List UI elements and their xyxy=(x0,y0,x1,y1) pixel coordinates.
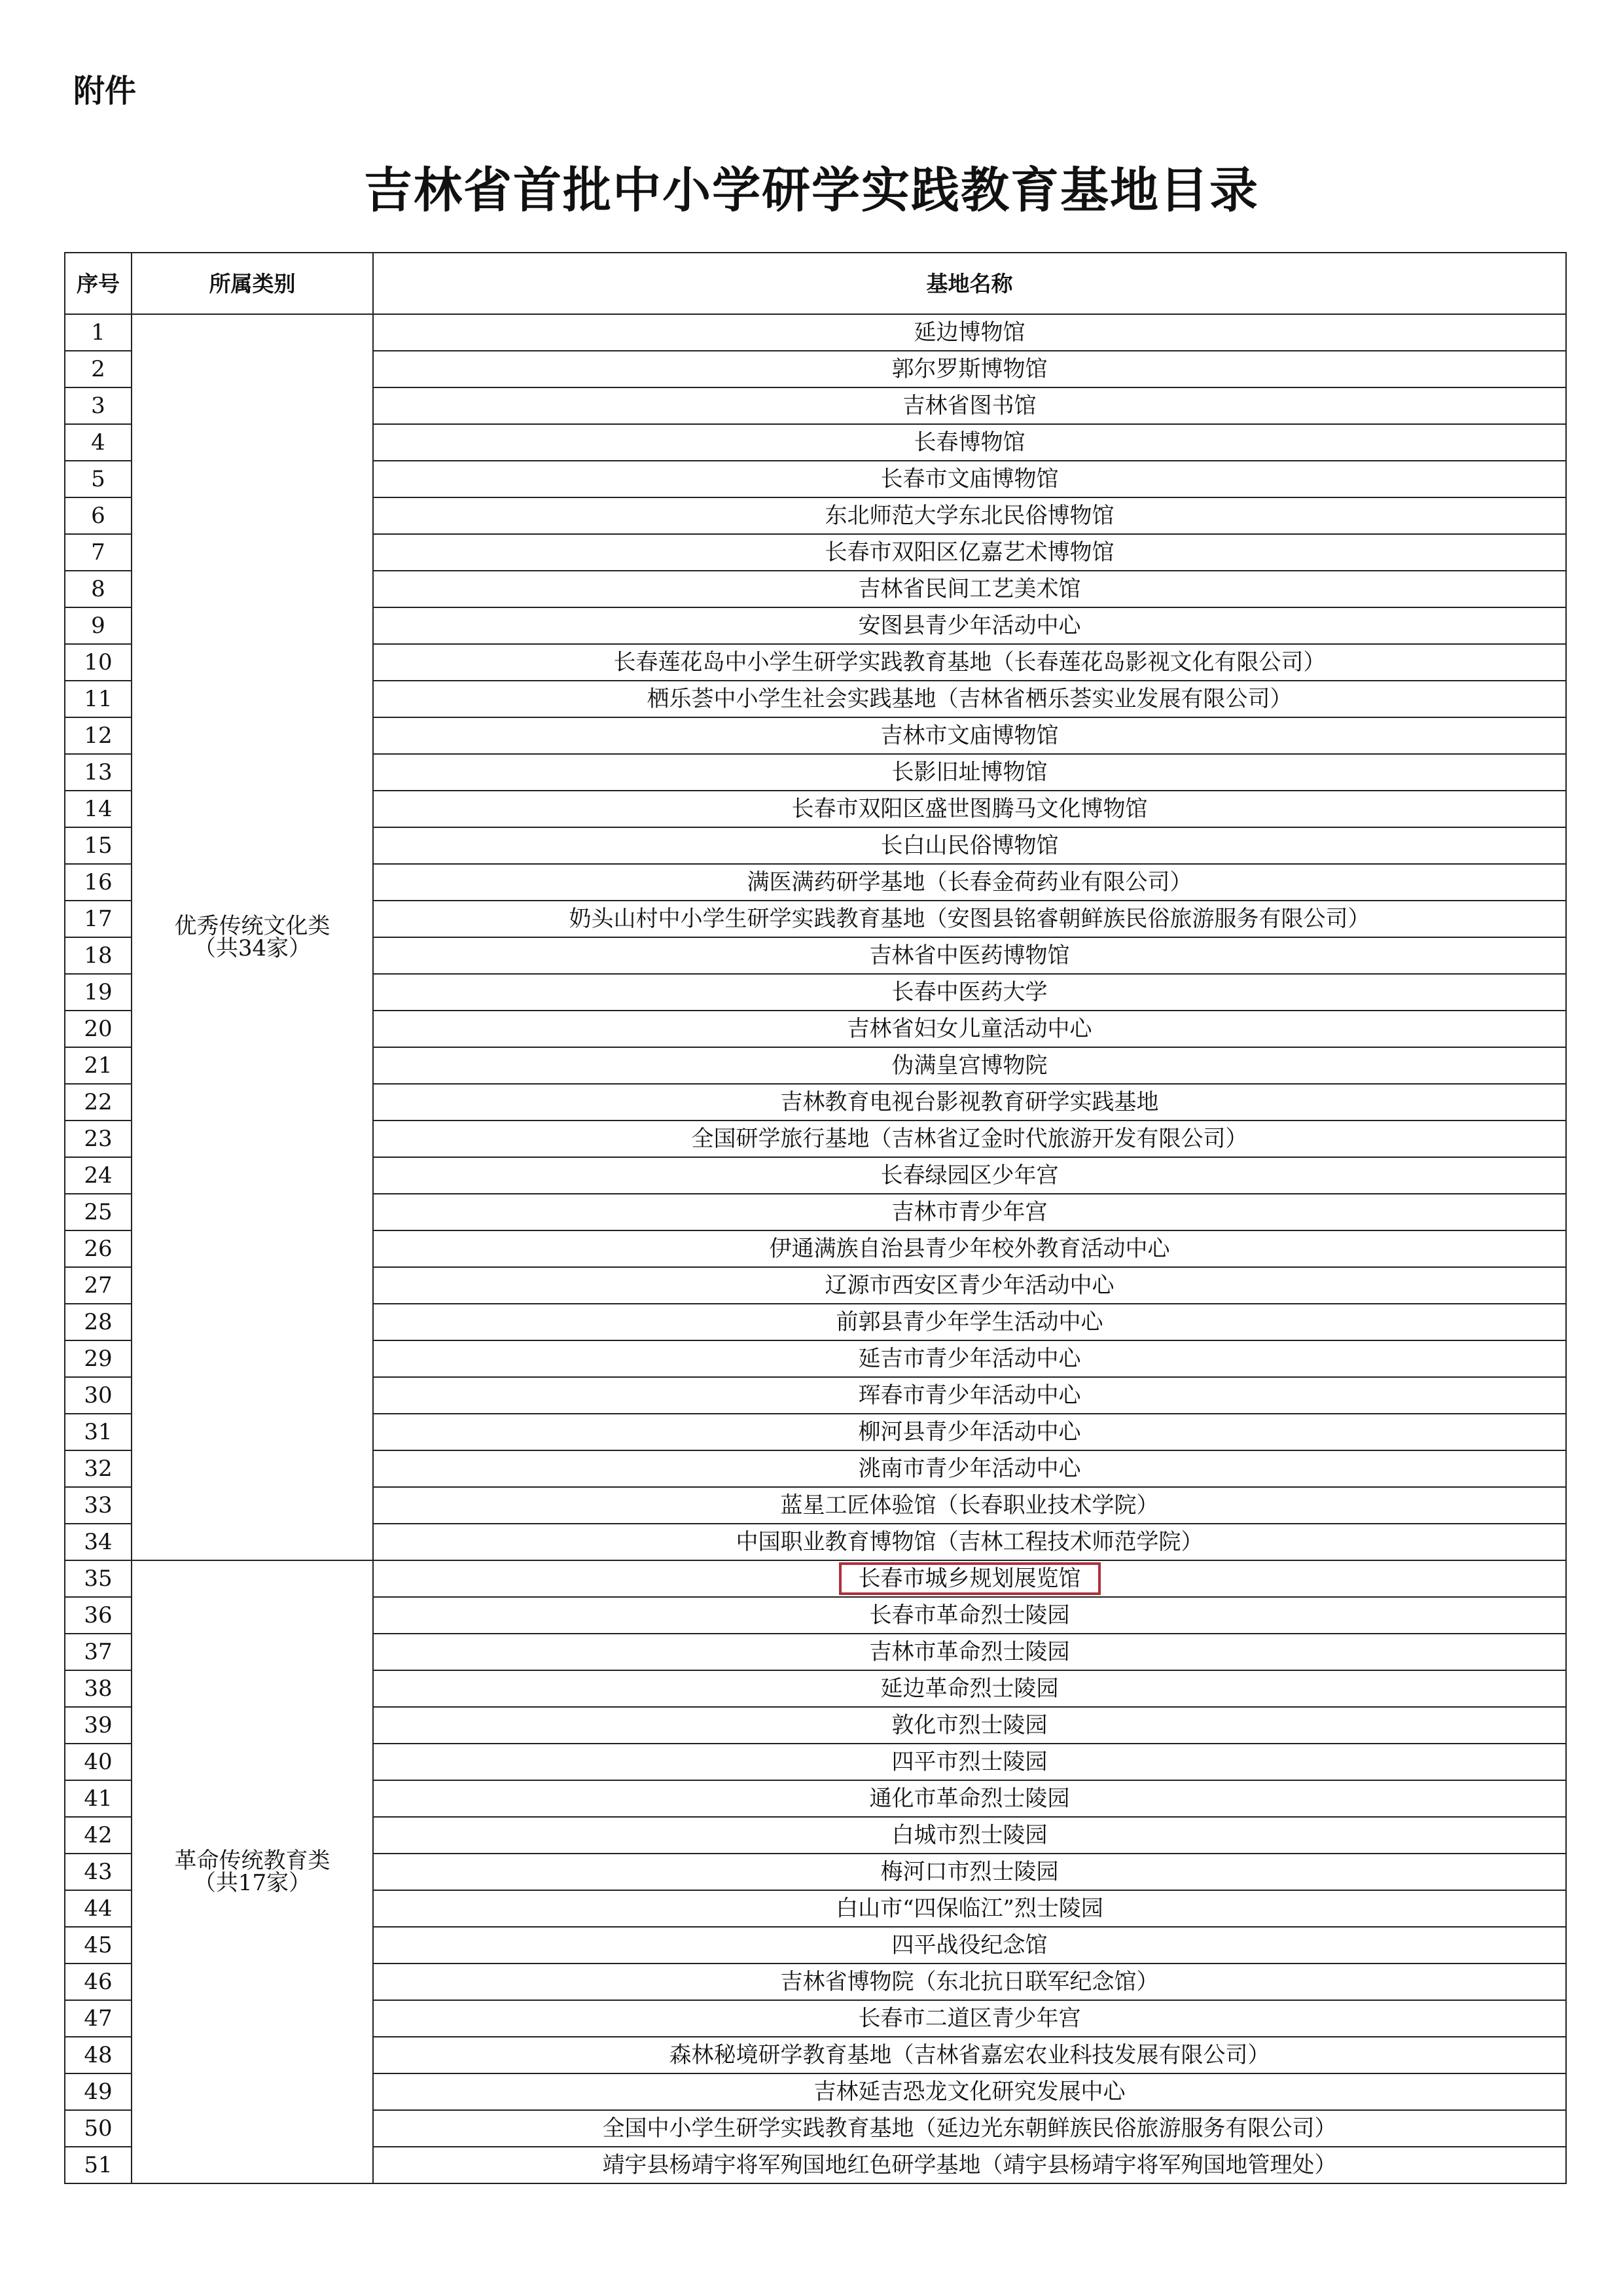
base-name-cell xyxy=(373,1084,1566,1121)
row-number: 43 xyxy=(65,1854,132,1890)
row-number: 25 xyxy=(65,1194,132,1230)
base-name-cell xyxy=(373,1597,1566,1634)
base-name-cell xyxy=(373,681,1566,717)
row-number: 35 xyxy=(65,1560,132,1597)
base-name-cell xyxy=(373,461,1566,497)
row-number: 50 xyxy=(65,2110,132,2147)
base-name-cell xyxy=(373,351,1566,387)
base-name: 吉林市青少年宫 xyxy=(891,1199,1048,1225)
base-name-cell xyxy=(373,387,1566,424)
base-name-cell xyxy=(373,1011,1566,1047)
document-title: 吉林省首批中小学研学实践教育基地目录 xyxy=(364,162,1259,219)
highlighted-base-name: 长春市城乡规划展览馆 xyxy=(842,1565,1098,1592)
base-name-cell xyxy=(373,1194,1566,1230)
base-name: 柳河县青少年活动中心 xyxy=(858,1419,1081,1445)
base-name: 长春市革命烈士陵园 xyxy=(869,1602,1070,1628)
row-number: 28 xyxy=(65,1304,132,1340)
row-number: 26 xyxy=(65,1230,132,1267)
row-number: 22 xyxy=(65,1084,132,1121)
base-name-cell xyxy=(373,644,1566,681)
row-number: 27 xyxy=(65,1267,132,1304)
category-name: 革命传统教育类 xyxy=(174,1848,330,1874)
base-name: 洮南市青少年活动中心 xyxy=(858,1456,1081,1482)
base-name: 吉林延吉恐龙文化研究发展中心 xyxy=(813,2079,1126,2105)
base-name: 伊通满族自治县青少年校外教育活动中心 xyxy=(769,1236,1170,1262)
base-name-cell xyxy=(373,827,1566,864)
base-name-cell xyxy=(373,1450,1566,1487)
base-name-cell xyxy=(373,1854,1566,1890)
base-name-cell xyxy=(373,1414,1566,1450)
base-name-cell xyxy=(373,791,1566,827)
base-name-cell xyxy=(373,1890,1566,1927)
base-name: 靖宇县杨靖宇将军殉国地红色研学基地（靖宇县杨靖宇将军殉国地管理处） xyxy=(602,2152,1337,2178)
base-name: 长春市双阳区亿嘉艺术博物馆 xyxy=(825,539,1115,565)
base-name: 延边革命烈士陵园 xyxy=(880,1676,1059,1702)
row-number: 40 xyxy=(65,1744,132,1780)
base-name: 长春绿园区少年宫 xyxy=(880,1162,1059,1189)
row-number: 37 xyxy=(65,1634,132,1670)
row-number: 1 xyxy=(65,314,132,351)
base-name: 白山市“四保临江”烈士陵园 xyxy=(836,1895,1103,1922)
row-number: 16 xyxy=(65,864,132,901)
header-no: 序号 xyxy=(65,253,132,314)
row-number: 30 xyxy=(65,1377,132,1414)
base-name-cell xyxy=(373,2000,1566,2037)
base-name-cell xyxy=(373,424,1566,461)
base-name: 全国中小学生研学实践教育基地（延边光东朝鲜族民俗旅游服务有限公司） xyxy=(602,2115,1337,2142)
row-number: 34 xyxy=(65,1524,132,1560)
row-number: 4 xyxy=(65,424,132,461)
row-number: 15 xyxy=(65,827,132,864)
row-number: 32 xyxy=(65,1450,132,1487)
row-number: 21 xyxy=(65,1047,132,1084)
base-name-cell xyxy=(373,2110,1566,2147)
base-name: 延吉市青少年活动中心 xyxy=(858,1346,1081,1372)
category-cell xyxy=(132,1560,373,2183)
base-name: 吉林市革命烈士陵园 xyxy=(869,1639,1070,1665)
base-name-cell xyxy=(373,1157,1566,1194)
base-name-cell xyxy=(373,314,1566,351)
row-number: 13 xyxy=(65,754,132,791)
base-name-cell xyxy=(373,901,1566,937)
base-name-cell xyxy=(373,937,1566,974)
base-name: 长春莲花岛中小学生研学实践教育基地（长春莲花岛影视文化有限公司） xyxy=(613,649,1326,675)
row-number: 29 xyxy=(65,1340,132,1377)
base-name-cell xyxy=(373,1634,1566,1670)
base-name: 吉林省民间工艺美术馆 xyxy=(858,576,1081,602)
base-name: 四平市烈士陵园 xyxy=(891,1749,1048,1775)
base-name-cell xyxy=(373,1780,1566,1817)
row-number: 48 xyxy=(65,2037,132,2073)
table-body xyxy=(65,314,1566,2183)
base-name: 吉林教育电视台影视教育研学实践基地 xyxy=(780,1089,1159,1115)
header-name: 基地名称 xyxy=(373,253,1566,314)
base-name: 吉林省妇女儿童活动中心 xyxy=(847,1016,1092,1042)
row-number: 18 xyxy=(65,937,132,974)
base-name-cell xyxy=(373,1817,1566,1854)
base-name: 长春博物馆 xyxy=(914,429,1026,456)
row-number: 41 xyxy=(65,1780,132,1817)
base-name: 吉林省博物院（东北抗日联军纪念馆） xyxy=(780,1969,1159,1995)
row-number: 46 xyxy=(65,1964,132,2000)
base-name: 吉林市文庙博物馆 xyxy=(880,723,1059,749)
base-name: 辽源市西安区青少年活动中心 xyxy=(825,1272,1115,1299)
base-name-cell xyxy=(373,717,1566,754)
row-number: 31 xyxy=(65,1414,132,1450)
base-name-cell xyxy=(373,1707,1566,1744)
row-number: 44 xyxy=(65,1890,132,1927)
base-name: 长影旧址博物馆 xyxy=(891,759,1048,785)
row-number: 17 xyxy=(65,901,132,937)
base-name: 森林秘境研学教育基地（吉林省嘉宏农业科技发展有限公司） xyxy=(669,2042,1270,2068)
table-header-row xyxy=(65,253,1566,314)
base-name: 奶头山村中小学生研学实践教育基地（安图县铭睿朝鲜族民俗旅游服务有限公司） xyxy=(569,906,1370,932)
row-number: 47 xyxy=(65,2000,132,2037)
base-name-cell xyxy=(373,497,1566,534)
row-number: 5 xyxy=(65,461,132,497)
row-number: 12 xyxy=(65,717,132,754)
base-name: 全国研学旅行基地（吉林省辽金时代旅游开发有限公司） xyxy=(691,1126,1248,1152)
row-number: 49 xyxy=(65,2073,132,2110)
row-number: 38 xyxy=(65,1670,132,1707)
base-name-cell xyxy=(373,1487,1566,1524)
base-name-cell xyxy=(373,1121,1566,1157)
base-name: 长春中医药大学 xyxy=(891,979,1048,1005)
base-name: 敦化市烈士陵园 xyxy=(891,1712,1048,1738)
row-number: 39 xyxy=(65,1707,132,1744)
base-name: 白城市烈士陵园 xyxy=(891,1822,1048,1848)
base-name-cell xyxy=(373,2037,1566,2073)
table-row xyxy=(65,1560,1566,1597)
base-name-cell xyxy=(373,1964,1566,2000)
row-number: 24 xyxy=(65,1157,132,1194)
row-number: 8 xyxy=(65,571,132,607)
base-name: 长春市二道区青少年宫 xyxy=(858,2005,1081,2032)
base-name-cell xyxy=(373,864,1566,901)
category-count: （共34家） xyxy=(193,935,312,961)
base-name: 梅河口市烈士陵园 xyxy=(880,1859,1059,1885)
base-name-cell xyxy=(373,754,1566,791)
base-name-cell xyxy=(373,2147,1566,2183)
row-number: 3 xyxy=(65,387,132,424)
attachment-label: 附件 xyxy=(73,73,137,109)
header-category: 所属类别 xyxy=(132,253,373,314)
row-number: 7 xyxy=(65,534,132,571)
row-number: 45 xyxy=(65,1927,132,1964)
base-name: 栖乐荟中小学生社会实践基地（吉林省栖乐荟实业发展有限公司） xyxy=(647,686,1293,712)
base-name: 珲春市青少年活动中心 xyxy=(858,1382,1081,1408)
row-number: 6 xyxy=(65,497,132,534)
base-name-cell xyxy=(373,607,1566,644)
row-number: 2 xyxy=(65,351,132,387)
row-number: 14 xyxy=(65,791,132,827)
row-number: 10 xyxy=(65,644,132,681)
category-cell xyxy=(132,314,373,1560)
category-count: （共17家） xyxy=(193,1870,312,1896)
base-name: 前郭县青少年学生活动中心 xyxy=(836,1309,1103,1335)
base-name: 伪满皇宫博物院 xyxy=(891,1052,1048,1079)
row-number: 36 xyxy=(65,1597,132,1634)
base-name: 东北师范大学东北民俗博物馆 xyxy=(825,503,1115,529)
base-name: 通化市革命烈士陵园 xyxy=(869,1785,1070,1812)
base-name: 延边博物馆 xyxy=(914,319,1026,346)
base-name-cell xyxy=(373,1670,1566,1707)
row-number: 20 xyxy=(65,1011,132,1047)
base-name: 安图县青少年活动中心 xyxy=(858,613,1081,639)
row-number: 42 xyxy=(65,1817,132,1854)
base-name: 长春市文庙博物馆 xyxy=(880,466,1059,492)
row-number: 19 xyxy=(65,974,132,1011)
base-name: 四平战役纪念馆 xyxy=(891,1932,1048,1958)
base-name-cell xyxy=(373,1047,1566,1084)
row-number: 33 xyxy=(65,1487,132,1524)
base-name-cell xyxy=(373,1304,1566,1340)
base-directory-table xyxy=(64,252,1567,2184)
base-name-cell xyxy=(373,1744,1566,1780)
base-name-cell xyxy=(373,2073,1566,2110)
base-name: 郭尔罗斯博物馆 xyxy=(891,356,1048,382)
row-number: 51 xyxy=(65,2147,132,2183)
base-name: 吉林省图书馆 xyxy=(902,393,1037,419)
base-name-cell xyxy=(373,534,1566,571)
row-number: 23 xyxy=(65,1121,132,1157)
base-name: 满医满药研学基地（长春金荷药业有限公司） xyxy=(747,869,1192,895)
row-number: 9 xyxy=(65,607,132,644)
base-name-cell xyxy=(373,1524,1566,1560)
base-name: 长白山民俗博物馆 xyxy=(880,833,1059,859)
base-name: 吉林省中医药博物馆 xyxy=(869,942,1070,969)
row-number: 11 xyxy=(65,681,132,717)
base-name-cell xyxy=(373,1377,1566,1414)
base-name: 长春市双阳区盛世图腾马文化博物馆 xyxy=(791,796,1148,822)
base-name-cell xyxy=(373,1267,1566,1304)
base-name-cell xyxy=(373,1560,1566,1597)
base-name-cell xyxy=(373,571,1566,607)
base-name-cell xyxy=(373,1230,1566,1267)
base-name: 蓝星工匠体验馆（长春职业技术学院） xyxy=(780,1492,1159,1518)
table-row xyxy=(65,314,1566,351)
base-name-cell xyxy=(373,1927,1566,1964)
base-name-cell xyxy=(373,974,1566,1011)
base-name-cell xyxy=(373,1340,1566,1377)
category-name: 优秀传统文化类 xyxy=(174,913,330,939)
base-name: 中国职业教育博物馆（吉林工程技术师范学院） xyxy=(736,1529,1204,1555)
